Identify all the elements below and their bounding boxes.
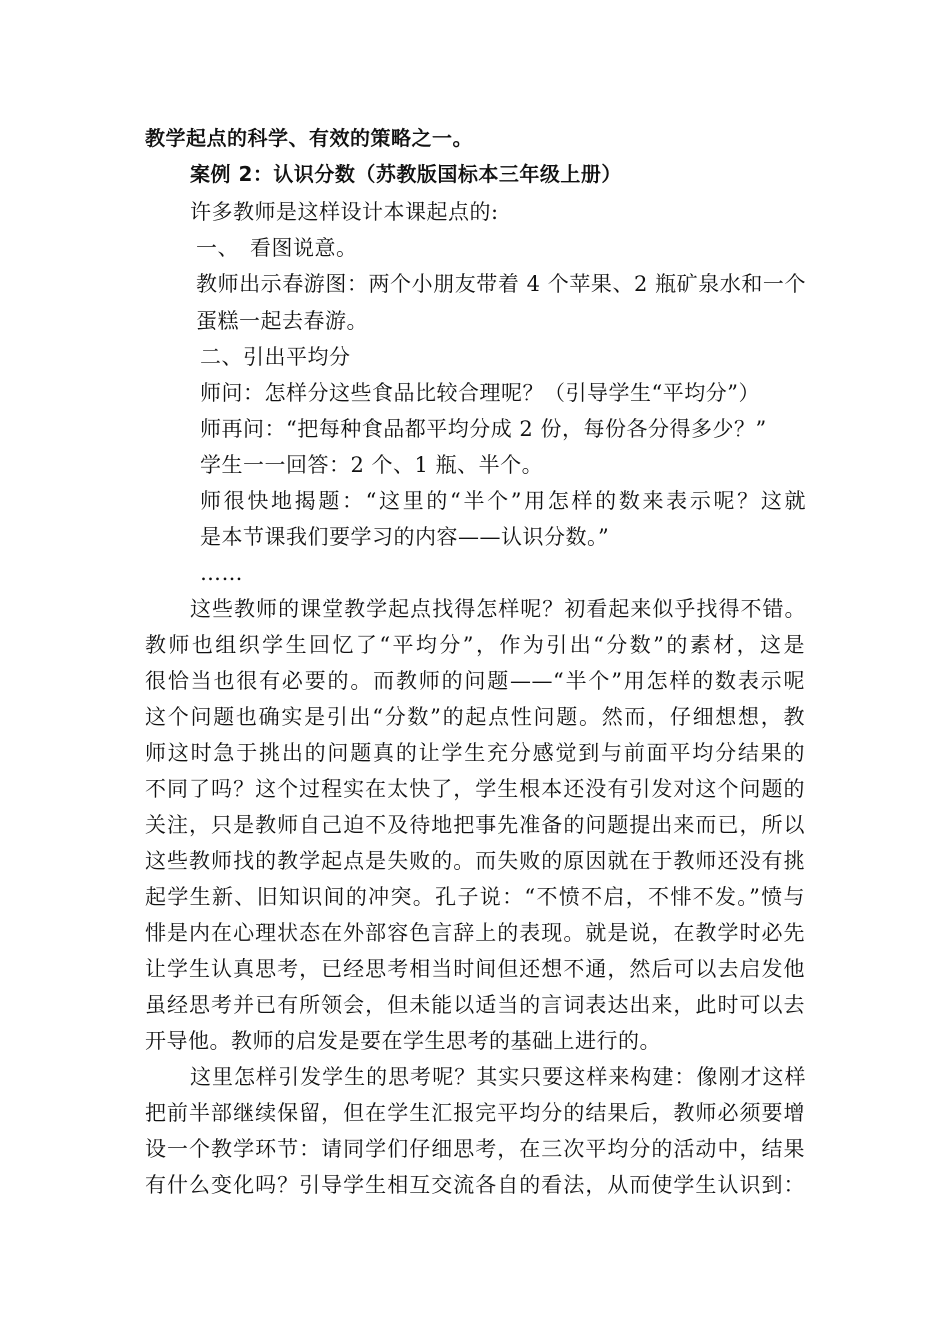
step2-body-line: 师再问：“把每种食品都平均分成 2 份，每份各分得多少？”	[200, 417, 767, 441]
paragraph1-line: 这些教师的课堂教学起点找得怎样呢？初看起来似乎找得不错。	[190, 597, 806, 621]
paragraph1-line: 不同了吗？这个过程实在太快了，学生根本还没有引发对这个问题的	[145, 777, 805, 801]
paragraph1-line: 让学生认真思考，已经思考相当时间但还想不通，然后可以去启发他	[145, 957, 805, 981]
step1-body-line: 教师出示春游图：两个小朋友带着 4 个苹果、2 瓶矿泉水和一个	[196, 272, 806, 296]
paragraph1-line: 师这时急于挑出的问题真的让学生充分感觉到与前面平均分结果的	[145, 741, 805, 765]
paragraph2-line: 设一个教学环节：请同学们仔细思考，在三次平均分的活动中，结果	[145, 1137, 805, 1161]
paragraph1-line: 开导他。教师的启发是要在学生思考的基础上进行的。	[145, 1029, 661, 1053]
intro-line: 许多教师是这样设计本课起点的:	[190, 200, 499, 224]
step2-title: 二、引出平均分	[200, 345, 351, 369]
step2-body-line: 师问：怎样分这些食品比较合理呢？（引导学生“平均分”）	[200, 381, 760, 405]
ellipsis: ……	[200, 561, 243, 585]
paragraph1-line: 很恰当也很有必要的。而教师的问题——“半个”用怎样的数表示呢	[145, 669, 805, 693]
case-title: 案例 2：认识分数（苏教版国标本三年级上册）	[190, 162, 622, 186]
paragraph2-line: 这里怎样引发学生的思考呢？其实只要这样来构建：像刚才这样	[190, 1065, 806, 1089]
step2-body-line: 是本节课我们要学习的内容——认识分数。”	[200, 525, 610, 549]
step1-title: 一、 看图说意。	[196, 236, 358, 260]
paragraph1-line: 关注，只是教师自己迫不及待地把事先准备的问题提出来而已，所以	[145, 813, 805, 837]
paragraph1-line: 这个问题也确实是引出“分数”的起点性问题。然而，仔细想想，教	[145, 705, 805, 729]
paragraph1-line: 虽经思考并已有所领会，但未能以适当的言词表达出来，此时可以去	[145, 993, 805, 1017]
paragraph2-line: 把前半部继续保留，但在学生汇报完平均分的结果后，教师必须要增	[145, 1101, 805, 1125]
heading: 教学起点的科学、有效的策略之一。	[145, 126, 473, 150]
paragraph1-line: 这些教师找的教学起点是失败的。而失败的原因就在于教师还没有挑	[145, 849, 805, 873]
paragraph1-line: 教师也组织学生回忆了“平均分”，作为引出“分数”的素材，这是	[145, 633, 805, 657]
step2-body-line: 学生一一回答：2 个、1 瓶、半个。	[200, 453, 544, 477]
paragraph1-line: 悱是内在心理状态在外部容色言辞上的表现。就是说，在教学时必先	[145, 921, 805, 945]
paragraph1-line: 起学生新、旧知识间的冲突。孔子说：“不愤不启，不悱不发。”愤与	[145, 885, 805, 909]
step1-body-line: 蛋糕一起去春游。	[196, 309, 368, 333]
step2-body-line: 师很快地揭题：“这里的“半个”用怎样的数来表示呢？这就	[200, 489, 806, 513]
paragraph2-line: 有什么变化吗？引导学生相互交流各自的看法，从而使学生认识到：	[145, 1173, 805, 1197]
